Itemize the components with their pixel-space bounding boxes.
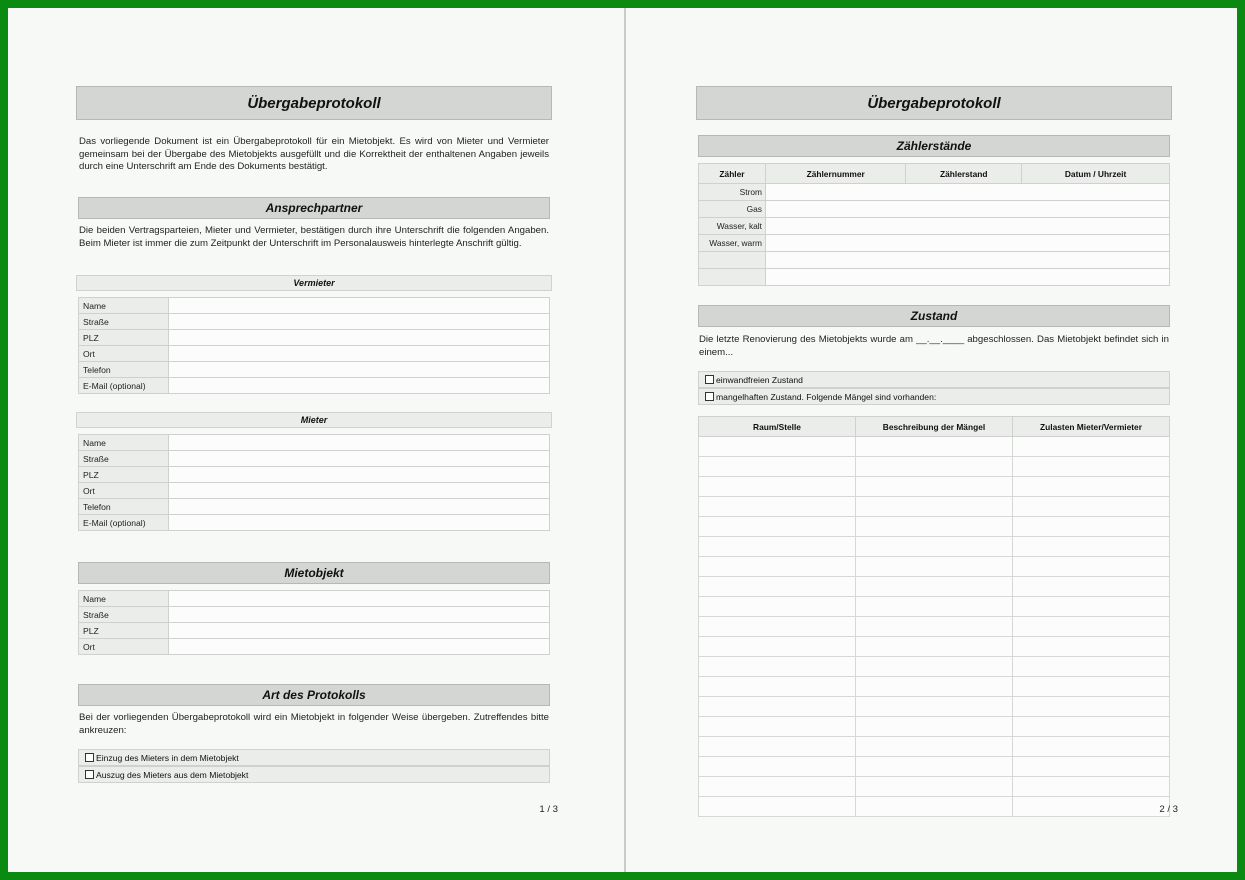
- meter-table: [698, 163, 1170, 286]
- table-row: [699, 537, 1170, 557]
- table-cell[interactable]: [1013, 637, 1170, 657]
- field-input[interactable]: [169, 362, 550, 378]
- table-cell[interactable]: [856, 677, 1013, 697]
- section-property-heading: Mietobjekt: [78, 562, 550, 584]
- form-row: [79, 330, 550, 346]
- table-cell[interactable]: [1013, 517, 1170, 537]
- table-cell[interactable]: [856, 617, 1013, 637]
- form-row: [79, 607, 550, 623]
- table-row: [699, 677, 1170, 697]
- form-row: [79, 298, 550, 314]
- table-row: [699, 617, 1170, 637]
- table-row: [699, 218, 1170, 235]
- table-cell[interactable]: [766, 184, 1170, 201]
- table-cell[interactable]: [699, 717, 856, 737]
- form-row: [79, 314, 550, 330]
- form-row: [79, 639, 550, 655]
- form-row: [79, 591, 550, 607]
- row-label: Wasser, warm: [699, 235, 766, 252]
- table-cell[interactable]: [699, 497, 856, 517]
- page-divider: [624, 8, 626, 872]
- defect-table-body: [699, 437, 1170, 817]
- table-cell[interactable]: [1013, 657, 1170, 677]
- form-row: [79, 362, 550, 378]
- field-input[interactable]: [169, 607, 550, 623]
- table-cell[interactable]: [1013, 757, 1170, 777]
- table-cell[interactable]: [699, 697, 856, 717]
- table-cell[interactable]: [856, 597, 1013, 617]
- table-cell[interactable]: [856, 657, 1013, 677]
- table-cell[interactable]: [1013, 577, 1170, 597]
- landlord-form: [78, 297, 550, 394]
- form-row: [79, 378, 550, 394]
- field-label: Name: [79, 435, 169, 451]
- field-label: Straße: [79, 607, 169, 623]
- table-cell[interactable]: [1013, 677, 1170, 697]
- table-cell[interactable]: [699, 617, 856, 637]
- defect-table: [698, 416, 1170, 817]
- table-row: [699, 717, 1170, 737]
- document-viewer: [8, 8, 1237, 872]
- table-cell[interactable]: [1013, 457, 1170, 477]
- table-row: [699, 235, 1170, 252]
- table-cell[interactable]: [1013, 537, 1170, 557]
- table-row: [699, 437, 1170, 457]
- table-cell[interactable]: [856, 737, 1013, 757]
- table-cell[interactable]: [699, 537, 856, 557]
- table-row: [699, 497, 1170, 517]
- table-cell[interactable]: [856, 497, 1013, 517]
- row-label: Strom: [699, 184, 766, 201]
- table-cell[interactable]: [1013, 797, 1170, 817]
- field-label: Telefon: [79, 499, 169, 515]
- page-title: Übergabeprotokoll: [696, 86, 1172, 120]
- field-input[interactable]: [169, 483, 550, 499]
- table-cell[interactable]: [1013, 597, 1170, 617]
- table-cell[interactable]: [856, 697, 1013, 717]
- table-cell[interactable]: [856, 477, 1013, 497]
- table-cell[interactable]: [699, 437, 856, 457]
- table-cell[interactable]: [766, 218, 1170, 235]
- table-cell[interactable]: [856, 437, 1013, 457]
- table-cell[interactable]: [699, 477, 856, 497]
- table-cell[interactable]: [699, 457, 856, 477]
- table-row: [699, 477, 1170, 497]
- option-label: einwandfreien Zustand: [716, 374, 803, 385]
- table-cell[interactable]: [766, 235, 1170, 252]
- field-input[interactable]: [169, 435, 550, 451]
- checkbox-icon[interactable]: [85, 770, 94, 779]
- option-label: Einzug des Mieters in dem Mietobjekt: [96, 752, 239, 763]
- tenant-heading: Mieter: [76, 412, 552, 428]
- field-label: Ort: [79, 346, 169, 362]
- column-header: Beschreibung der Mängel: [856, 417, 1013, 437]
- table-cell[interactable]: [766, 252, 1170, 269]
- intro-text: Das vorliegende Dokument ist ein Übergabeprotokoll für ein Mietobjekt. Es wird von Mieter und Vermieter gemeinsam bei der Übergabe des Mietobjekts ausgefüllt und die Korrektheit der enthaltenen Angaben jeweils durch eine Unterschrift am Ende des Dokuments bestätigt.: [79, 136, 549, 173]
- table-row: [699, 797, 1170, 817]
- table-cell[interactable]: [699, 637, 856, 657]
- table-cell[interactable]: [766, 269, 1170, 286]
- table-cell[interactable]: [699, 657, 856, 677]
- table-row: [699, 597, 1170, 617]
- column-header: Raum/Stelle: [699, 417, 856, 437]
- field-input[interactable]: [169, 451, 550, 467]
- column-header: Zulasten Mieter/Vermieter: [1013, 417, 1170, 437]
- table-cell[interactable]: [1013, 557, 1170, 577]
- field-label: Telefon: [79, 362, 169, 378]
- table-cell[interactable]: [1013, 617, 1170, 637]
- table-cell[interactable]: [699, 797, 856, 817]
- table-cell[interactable]: [699, 757, 856, 777]
- table-cell[interactable]: [699, 677, 856, 697]
- field-label: Name: [79, 591, 169, 607]
- field-label: PLZ: [79, 623, 169, 639]
- page-number: 2 / 3: [1159, 804, 1178, 815]
- option-good-condition[interactable]: [698, 371, 1170, 388]
- field-label: PLZ: [79, 467, 169, 483]
- table-cell[interactable]: [699, 597, 856, 617]
- field-label: E-Mail (optional): [79, 378, 169, 394]
- page-title: Übergabeprotokoll: [76, 86, 552, 120]
- table-row: [699, 757, 1170, 777]
- table-cell[interactable]: [1013, 477, 1170, 497]
- row-label: Wasser, kalt: [699, 218, 766, 235]
- option-defective-condition[interactable]: [698, 388, 1170, 405]
- column-header: Zählerstand: [906, 164, 1022, 184]
- condition-text: Die letzte Renovierung des Mietobjekts wurde am __.__.____ abgeschlossen. Das Mietobjekt befindet sich in einem...: [699, 334, 1169, 358]
- table-row: [699, 557, 1170, 577]
- section-condition-heading: Zustand: [698, 305, 1170, 327]
- table-row: [699, 201, 1170, 218]
- form-row: [79, 451, 550, 467]
- contacts-text: Die beiden Vertragsparteien, Mieter und Vermieter, bestätigen durch ihre Unterschrift die folgenden Angaben. Beim Mieter ist immer die zum Zeitpunkt der Unterschrift im Personalausweis hinterlegte Anschrift gültig.: [79, 225, 549, 249]
- table-cell[interactable]: [699, 737, 856, 757]
- field-label: Straße: [79, 314, 169, 330]
- row-label: [699, 252, 766, 269]
- field-input[interactable]: [169, 499, 550, 515]
- field-label: PLZ: [79, 330, 169, 346]
- table-cell[interactable]: [1013, 717, 1170, 737]
- tenant-form: [78, 434, 550, 531]
- form-row: [79, 623, 550, 639]
- field-input[interactable]: [169, 515, 550, 531]
- form-row: [79, 499, 550, 515]
- table-row: [699, 457, 1170, 477]
- table-header-row: [699, 417, 1170, 437]
- page-2: [696, 8, 1178, 872]
- row-label: [699, 269, 766, 286]
- field-input[interactable]: [169, 298, 550, 314]
- checkbox-icon[interactable]: [705, 375, 714, 384]
- checkbox-icon[interactable]: [705, 392, 714, 401]
- field-label: Name: [79, 298, 169, 314]
- table-cell[interactable]: [1013, 697, 1170, 717]
- option-label: Auszug des Mieters aus dem Mietobjekt: [96, 769, 249, 780]
- table-row: [699, 777, 1170, 797]
- field-input[interactable]: [169, 346, 550, 362]
- table-cell[interactable]: [856, 457, 1013, 477]
- table-cell[interactable]: [856, 797, 1013, 817]
- table-row: [699, 252, 1170, 269]
- table-cell[interactable]: [856, 637, 1013, 657]
- field-input[interactable]: [169, 314, 550, 330]
- table-cell[interactable]: [856, 717, 1013, 737]
- field-input[interactable]: [169, 467, 550, 483]
- table-cell[interactable]: [856, 577, 1013, 597]
- table-cell[interactable]: [766, 201, 1170, 218]
- column-header: Zähler: [699, 164, 766, 184]
- form-row: [79, 515, 550, 531]
- table-row: [699, 697, 1170, 717]
- table-row: [699, 517, 1170, 537]
- table-cell[interactable]: [699, 517, 856, 537]
- option-move-in[interactable]: [78, 749, 550, 766]
- table-cell[interactable]: [1013, 737, 1170, 757]
- field-input[interactable]: [169, 623, 550, 639]
- table-header-row: [699, 164, 1170, 184]
- page-number: 1 / 3: [539, 804, 558, 815]
- form-row: [79, 346, 550, 362]
- table-row: [699, 737, 1170, 757]
- table-row: [699, 269, 1170, 286]
- field-input[interactable]: [169, 330, 550, 346]
- table-cell[interactable]: [699, 557, 856, 577]
- option-move-out[interactable]: [78, 766, 550, 783]
- table-cell[interactable]: [856, 777, 1013, 797]
- table-row: [699, 657, 1170, 677]
- field-input[interactable]: [169, 378, 550, 394]
- landlord-heading: Vermieter: [76, 275, 552, 291]
- form-row: [79, 435, 550, 451]
- option-label: mangelhaften Zustand. Folgende Mängel sind vorhanden:: [716, 391, 937, 402]
- table-cell[interactable]: [699, 777, 856, 797]
- column-header: Datum / Uhrzeit: [1022, 164, 1170, 184]
- table-cell[interactable]: [1013, 497, 1170, 517]
- table-row: [699, 637, 1170, 657]
- table-cell[interactable]: [856, 557, 1013, 577]
- table-cell[interactable]: [1013, 437, 1170, 457]
- page-1: [76, 8, 558, 872]
- section-protocol-type-heading: Art des Protokolls: [78, 684, 550, 706]
- table-row: [699, 184, 1170, 201]
- protocol-type-text: Bei der vorliegenden Übergabeprotokoll wird ein Mietobjekt in folgender Weise übergeben. Zutreffendes bitte ankreuzen:: [79, 712, 549, 736]
- table-row: [699, 577, 1170, 597]
- column-header: Zählernummer: [766, 164, 906, 184]
- field-label: Ort: [79, 639, 169, 655]
- field-label: E-Mail (optional): [79, 515, 169, 531]
- form-row: [79, 467, 550, 483]
- field-label: Ort: [79, 483, 169, 499]
- checkbox-icon[interactable]: [85, 753, 94, 762]
- form-row: [79, 483, 550, 499]
- field-label: Straße: [79, 451, 169, 467]
- section-contacts-heading: Ansprechpartner: [78, 197, 550, 219]
- table-cell[interactable]: [856, 517, 1013, 537]
- table-cell[interactable]: [1013, 777, 1170, 797]
- field-input[interactable]: [169, 591, 550, 607]
- section-meters-heading: Zählerstände: [698, 135, 1170, 157]
- table-cell[interactable]: [699, 577, 856, 597]
- property-form: [78, 590, 550, 655]
- field-input[interactable]: [169, 639, 550, 655]
- table-cell[interactable]: [856, 537, 1013, 557]
- table-cell[interactable]: [856, 757, 1013, 777]
- row-label: Gas: [699, 201, 766, 218]
